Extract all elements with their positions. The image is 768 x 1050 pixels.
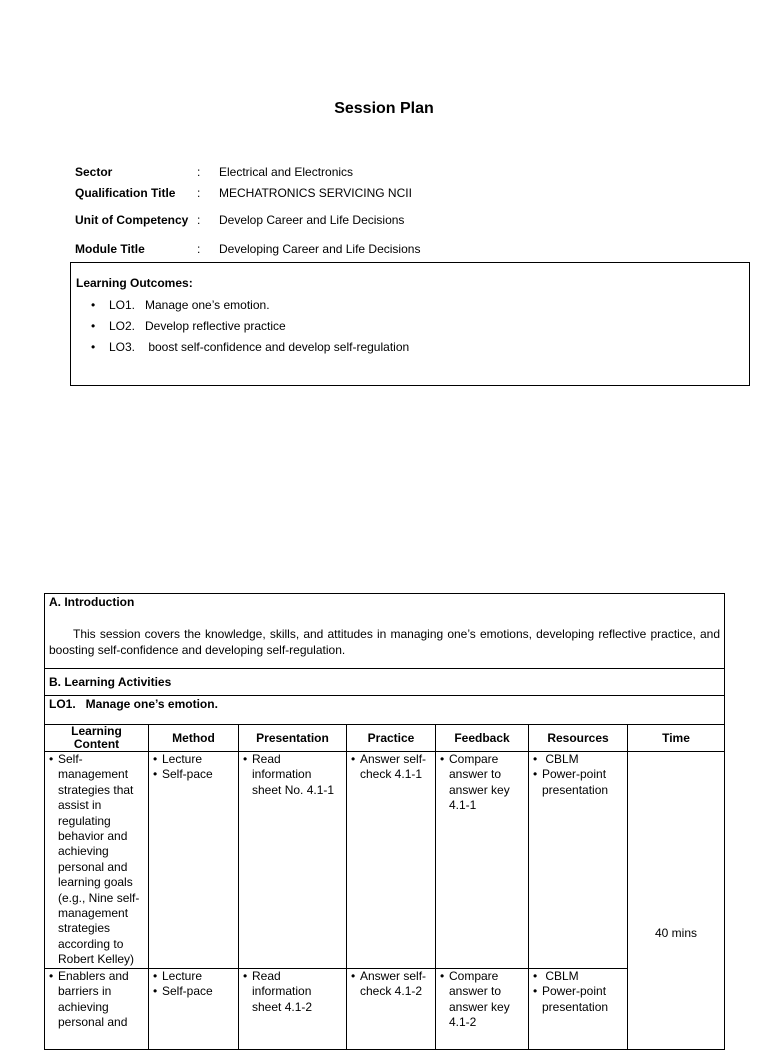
meta-label: Qualification Title	[75, 186, 176, 200]
introduction-section	[45, 594, 725, 669]
learning-activities-heading: B. Learning Activities	[45, 669, 725, 696]
page-title: Session Plan	[334, 100, 434, 117]
table-row	[45, 968, 725, 1049]
lo-code: LO2.	[109, 319, 136, 333]
column-header: Method	[149, 725, 239, 752]
list-item: • Power-point presentation	[533, 984, 623, 1015]
lo-code: LO1.	[109, 298, 136, 312]
resources-cell	[529, 752, 628, 969]
presentation-cell	[239, 968, 347, 1049]
meta-colon: :	[197, 213, 201, 227]
introduction-text	[45, 614, 724, 668]
list-item: • Answer self-check 4.1-2	[351, 969, 431, 1000]
list-item: • Self-management strategies that assist in regulating behavior and achieving personal and learning goals (e.g., Nine self-management strategies according to Robert Kelley)	[49, 752, 144, 968]
resources-cell	[529, 968, 628, 1049]
list-item: • Answer self-check 4.1-1	[351, 752, 431, 783]
feedback-cell	[436, 752, 529, 969]
column-header: Resources	[529, 725, 628, 752]
learning-outcomes-list	[91, 295, 409, 358]
introduction-heading: A. Introduction	[49, 595, 135, 609]
meta-label: Sector	[75, 165, 113, 179]
learning-outcomes-box	[70, 262, 750, 386]
column-header: Time	[628, 725, 725, 752]
list-item: • Enablers and barriers in achieving personal and	[49, 969, 144, 1031]
meta-label: Module Title	[75, 242, 145, 256]
list-item: • Power-point presentation	[533, 767, 623, 798]
learning-content-cell	[45, 968, 149, 1049]
lo1-heading: LO1. Manage one’s emotion.	[45, 696, 725, 725]
meta-value: MECHATRONICS SERVICING NCII	[219, 186, 412, 200]
lo-text: Manage one’s emotion.	[145, 298, 270, 312]
meta-value: Electrical and Electronics	[219, 165, 354, 179]
list-item: • Read information sheet No. 4.1-1	[243, 752, 342, 798]
meta-colon: :	[197, 165, 201, 179]
session-table	[44, 593, 725, 1050]
list-item: • CBLM	[533, 752, 623, 767]
list-item: • CBLM	[533, 969, 623, 984]
table-row	[45, 752, 725, 969]
learning-content-cell	[45, 752, 149, 969]
list-item	[91, 295, 409, 316]
list-item	[91, 337, 409, 358]
meta-colon: :	[197, 242, 201, 256]
column-header: Feedback	[436, 725, 529, 752]
presentation-cell	[239, 752, 347, 969]
introduction-paragraph: This session covers the knowledge, skills, and attitudes in managing one’s emotions, developing reflective practice, and boosting self-confidence and developing self-regulation.	[49, 627, 721, 657]
feedback-cell	[436, 968, 529, 1049]
lo-code: LO3.	[109, 340, 136, 354]
meta-value: Developing Career and Life Decisions	[219, 242, 421, 256]
table-header-row	[45, 725, 725, 752]
list-item: • Read information sheet 4.1-2	[243, 969, 342, 1015]
list-item: • Lecture	[153, 969, 234, 984]
practice-cell	[347, 968, 436, 1049]
meta-colon: :	[197, 186, 201, 200]
lo-text: Develop reflective practice	[145, 319, 286, 333]
list-item: • Self-pace	[153, 984, 234, 999]
lo-text: boost self-confidence and develop self-regulation	[145, 340, 410, 354]
list-item	[91, 316, 409, 337]
method-cell	[149, 968, 239, 1049]
list-item: • Self-pace	[153, 767, 234, 782]
list-item: • Compare answer to answer key 4.1-2	[440, 969, 524, 1031]
list-item: • Lecture	[153, 752, 234, 767]
meta-value: Develop Career and Life Decisions	[219, 213, 405, 227]
meta-label: Unit of Competency	[75, 213, 189, 227]
practice-cell	[347, 752, 436, 969]
method-cell	[149, 752, 239, 969]
column-header: Practice	[347, 725, 436, 752]
column-header: Learning Content	[45, 725, 149, 752]
learning-outcomes-heading: Learning Outcomes:	[76, 276, 193, 290]
list-item: • Compare answer to answer key 4.1-1	[440, 752, 524, 814]
column-header: Presentation	[239, 725, 347, 752]
time-cell: 40 mins	[628, 752, 725, 1050]
